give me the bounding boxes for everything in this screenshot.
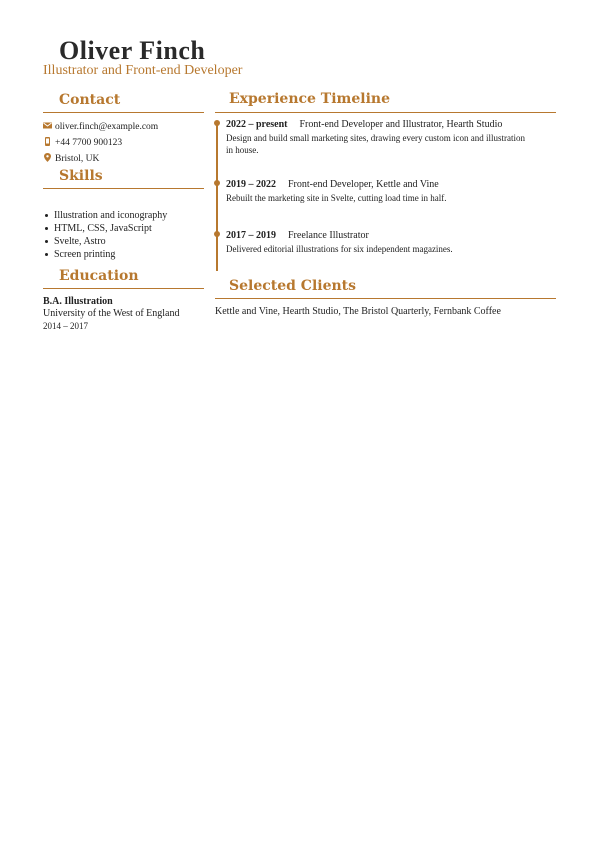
clients-rule (215, 298, 556, 299)
envelope-icon (43, 121, 52, 130)
timeline-bar (216, 122, 218, 271)
skills-list (43, 209, 167, 261)
skill-item: HTML, CSS, JavaScript (43, 222, 167, 235)
experience-rule (215, 112, 556, 113)
entry-description: Rebuilt the marketing site in Svelte, cutting load time in half. (226, 193, 447, 203)
phone-text: +44 7700 900123 (55, 138, 123, 148)
entry-dates: 2022 – present (226, 119, 288, 130)
experience-heading: Experience Timeline (229, 91, 390, 107)
candidate-role: Illustrator and Front-end Developer (43, 63, 243, 78)
entry-role: Front-end Developer, Kettle and Vine (288, 179, 439, 190)
timeline-dot (214, 120, 220, 126)
experience-entry (226, 179, 526, 204)
experience-entry (226, 119, 526, 156)
clients-heading: Selected Clients (229, 278, 357, 294)
timeline-dot (214, 180, 220, 186)
experience-entry (226, 230, 526, 255)
map-pin-icon (43, 153, 52, 162)
entry-description: Delivered editorial illustrations for six independent magazines. (226, 244, 453, 254)
skills-heading: Skills (59, 168, 103, 184)
phone-icon (43, 137, 52, 146)
contact-phone[interactable] (43, 137, 122, 149)
skills-rule (43, 188, 204, 189)
contact-heading: Contact (59, 92, 121, 108)
entry-dates: 2019 – 2022 (226, 179, 276, 190)
entry-header (226, 119, 526, 131)
entry-description: Design and build small marketing sites, drawing every custom icon and illustration in house. (226, 133, 525, 155)
education-heading: Education (59, 268, 139, 284)
entry-role: Freelance Illustrator (288, 230, 369, 241)
candidate-name: Oliver Finch (59, 36, 206, 65)
timeline-dot (214, 231, 220, 237)
location-text: Bristol, UK (55, 154, 100, 164)
education-rule (43, 288, 204, 289)
contact-location (43, 153, 99, 165)
education-years: 2014 – 2017 (43, 321, 88, 331)
entry-header (226, 230, 526, 242)
education-degree: B.A. Illustration (43, 296, 113, 307)
skill-item: Screen printing (43, 248, 167, 261)
clients-list: Kettle and Vine, Hearth Studio, The Bristol Quarterly, Fernbank Coffee (215, 306, 501, 317)
entry-dates: 2017 – 2019 (226, 230, 276, 241)
entry-header (226, 179, 526, 191)
entry-role: Front-end Developer and Illustrator, Hearth Studio (299, 119, 503, 130)
email-text: oliver.finch@example.com (55, 122, 159, 132)
contact-email[interactable] (43, 121, 158, 133)
skill-item: Svelte, Astro (43, 235, 167, 248)
education-school: University of the West of England (43, 308, 180, 319)
skill-item: Illustration and iconography (43, 209, 167, 222)
contact-rule (43, 112, 204, 113)
